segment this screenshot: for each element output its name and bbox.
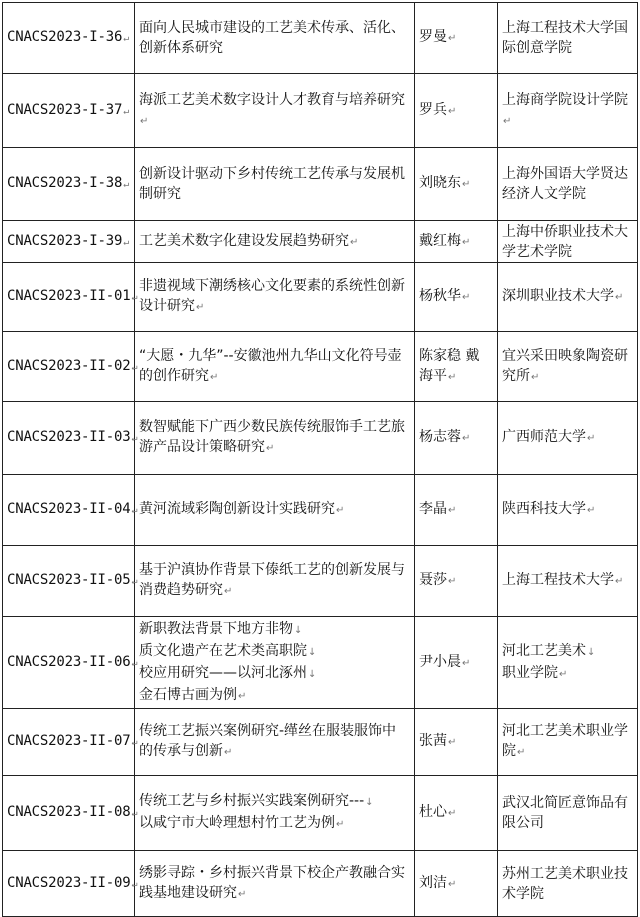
table-row bbox=[3, 332, 638, 402]
table-row bbox=[3, 74, 638, 148]
title-line: 传统工艺与乡村振兴实践案例研究---↓ bbox=[139, 793, 374, 809]
project-organization: 上海商学院设计学院↵ bbox=[498, 74, 638, 148]
project-organization: 上海中侨职业技术大学艺术学院 bbox=[498, 221, 638, 263]
project-leader: 杜心↵ bbox=[415, 776, 498, 851]
project-code: CNACS2023-II-04↵ bbox=[3, 475, 135, 546]
table-row bbox=[3, 776, 638, 851]
project-organization: 深圳职业技术大学↵ bbox=[498, 263, 638, 332]
project-organization: 陕西科技大学↵ bbox=[498, 475, 638, 546]
project-title: 基于沪滇协作背景下傣纸工艺的创新发展与消费趋势研究↵ bbox=[135, 546, 415, 617]
project-leader: 杨秋华↵ bbox=[415, 263, 498, 332]
project-title: 非遗视域下潮绣核心文化要素的系统性创新设计研究↵ bbox=[135, 263, 415, 332]
title-line: 质文化遗产在艺术类高职院↓ bbox=[139, 642, 317, 659]
table-row bbox=[3, 221, 638, 263]
table-row bbox=[3, 546, 638, 617]
table-row bbox=[3, 263, 638, 332]
project-title bbox=[135, 617, 415, 709]
project-code: CNACS2023-II-07↵ bbox=[3, 709, 135, 776]
table-row bbox=[3, 475, 638, 546]
project-organization: 上海工程技术大学↵ bbox=[498, 546, 638, 617]
project-title: “大愿・九华”--安徽池州九华山文化符号壶的创作研究↵ bbox=[135, 332, 415, 402]
project-code: CNACS2023-I-37↵ bbox=[3, 74, 135, 148]
org-line: 职业学院↵ bbox=[502, 664, 568, 681]
title-line: 新职教法背景下地方非物↓ bbox=[139, 620, 303, 637]
project-title bbox=[135, 776, 415, 851]
table-row bbox=[3, 148, 638, 221]
project-organization: 上海工程技术大学国际创意学院 bbox=[498, 3, 638, 74]
title-line: 以咸宁市大岭理想村竹工艺为例↵ bbox=[139, 815, 345, 831]
project-code: CNACS2023-II-03↵ bbox=[3, 402, 135, 475]
table-row bbox=[3, 3, 638, 74]
project-title: 创新设计驱动下乡村传统工艺传承与发展机制研究 bbox=[135, 148, 415, 221]
org-line: 河北工艺美术↓ bbox=[502, 642, 596, 659]
project-title: 工艺美术数字化建设发展趋势研究↵ bbox=[135, 221, 415, 263]
project-code: CNACS2023-II-05↵ bbox=[3, 546, 135, 617]
project-code: CNACS2023-II-08↵ bbox=[3, 776, 135, 851]
project-code: CNACS2023-II-06↵ bbox=[3, 617, 135, 709]
project-title: 传统工艺振兴案例研究-缂丝在服装服饰中的传承与创新↵ bbox=[135, 709, 415, 776]
project-code: CNACS2023-I-39↵ bbox=[3, 221, 135, 263]
project-organization: 广西师范大学↵ bbox=[498, 402, 638, 475]
table-row bbox=[3, 402, 638, 475]
project-organization bbox=[498, 617, 638, 709]
project-organization: 上海外国语大学贤达经济人文学院 bbox=[498, 148, 638, 221]
project-code: CNACS2023-II-09↵ bbox=[3, 851, 135, 917]
project-leader: 陈家稳 戴海平↵ bbox=[415, 332, 498, 402]
project-title: 黄河流域彩陶创新设计实践研究↵ bbox=[135, 475, 415, 546]
title-line: 校应用研究——以河北涿州↓ bbox=[139, 664, 317, 681]
project-organization: 宜兴采田映象陶瓷研究所↵ bbox=[498, 332, 638, 402]
project-organization: 武汉北简匠意饰品有限公司 bbox=[498, 776, 638, 851]
project-leader: 罗曼↵ bbox=[415, 3, 498, 74]
project-title: 海派工艺美术数字设计人才教育与培养研究↵ bbox=[135, 74, 415, 148]
project-table bbox=[2, 2, 638, 917]
project-leader: 聂莎↵ bbox=[415, 546, 498, 617]
table-row bbox=[3, 851, 638, 917]
table-row bbox=[3, 709, 638, 776]
project-title: 面向人民城市建设的工艺美术传承、活化、创新体系研究 bbox=[135, 3, 415, 74]
project-leader: 张茜↵ bbox=[415, 709, 498, 776]
project-code: CNACS2023-I-38↵ bbox=[3, 148, 135, 221]
table-row bbox=[3, 617, 638, 709]
project-leader: 李晶↵ bbox=[415, 475, 498, 546]
project-leader: 戴红梅↵ bbox=[415, 221, 498, 263]
project-leader: 罗兵↵ bbox=[415, 74, 498, 148]
project-organization: 河北工艺美术职业学院↵ bbox=[498, 709, 638, 776]
project-leader: 刘洁↵ bbox=[415, 851, 498, 917]
project-code: CNACS2023-II-02↵ bbox=[3, 332, 135, 402]
project-leader: 尹小晨↵ bbox=[415, 617, 498, 709]
project-title: 绣影寻踪・乡村振兴背景下校企产教融合实践基地建设研究↵ bbox=[135, 851, 415, 917]
project-organization: 苏州工艺美术职业技术学院 bbox=[498, 851, 638, 917]
project-code: CNACS2023-II-01↵ bbox=[3, 263, 135, 332]
project-leader: 刘晓东↵ bbox=[415, 148, 498, 221]
project-title: 数智赋能下广西少数民族传统服饰手工艺旅游产品设计策略研究↵ bbox=[135, 402, 415, 475]
project-leader: 杨志蓉↵ bbox=[415, 402, 498, 475]
project-code: CNACS2023-I-36↵ bbox=[3, 3, 135, 74]
title-line: 金石博古画为例↵ bbox=[139, 686, 247, 703]
